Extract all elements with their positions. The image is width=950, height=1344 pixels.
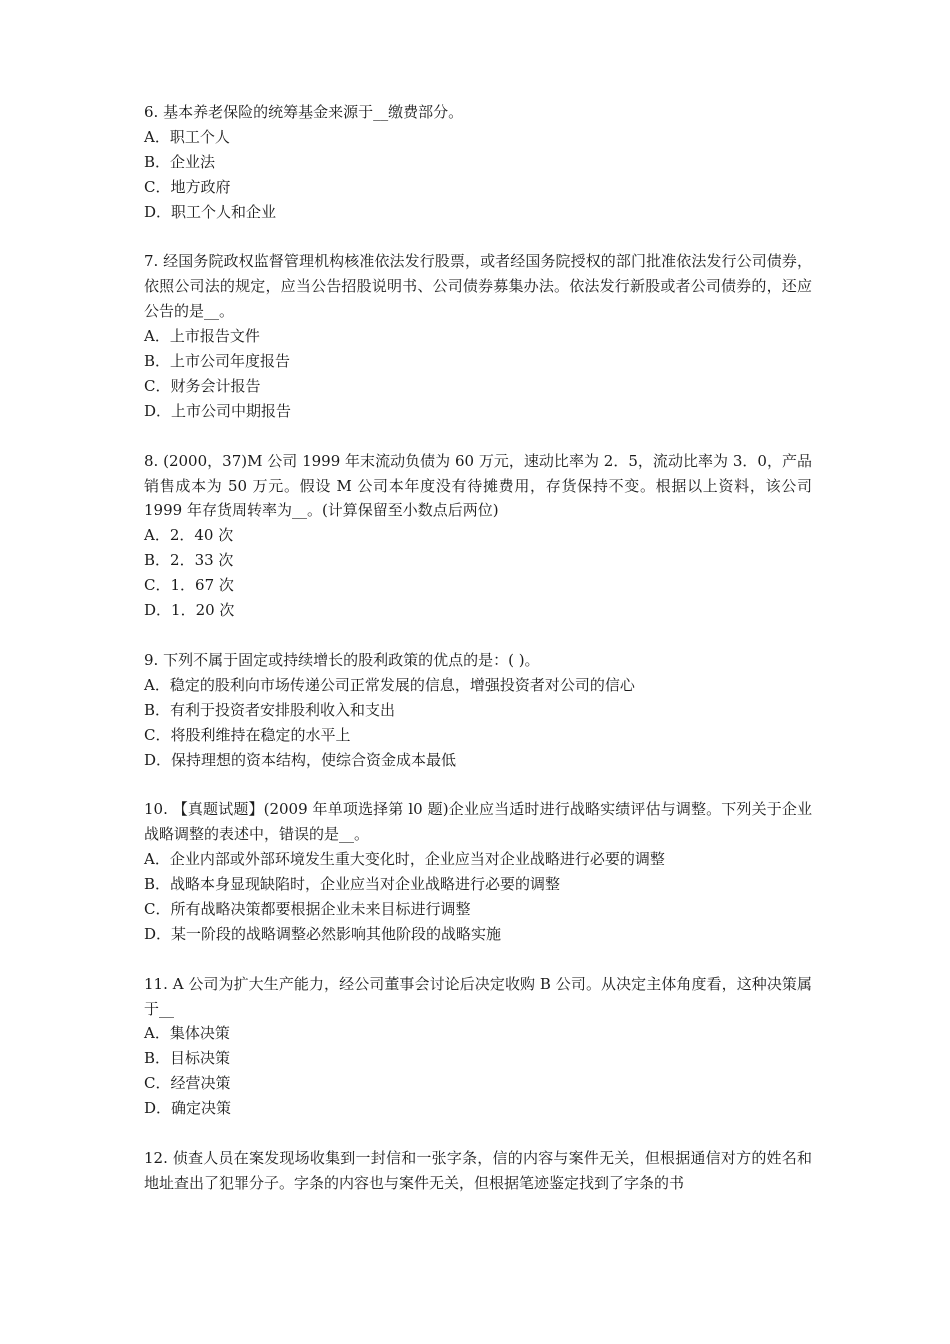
- option-c: C．将股利维持在稳定的水平上: [144, 725, 351, 744]
- option-c: C．1．67 次: [144, 576, 234, 595]
- option-c: C．经营决策: [144, 1074, 231, 1093]
- option-d: D．某一阶段的战略调整必然影响其他阶段的战略实施: [144, 924, 502, 943]
- option-a: A．上市报告文件: [144, 327, 260, 346]
- question-12: [144, 1146, 812, 1196]
- option-a: A．企业内部或外部环境发生重大变化时，企业应当对企业战略进行必要的调整: [144, 850, 665, 869]
- option-a: A．职工个人: [144, 127, 230, 146]
- option-b: B．2．33 次: [144, 551, 234, 570]
- question-7: [144, 249, 812, 423]
- option-a: A．稳定的股利向市场传递公司正常发展的信息，增强投资者对公司的信心: [144, 675, 635, 694]
- question-8: [144, 449, 812, 623]
- question-stem: 10. 【真题试题】(2009 年单项选择第 l0 题)企业应当适时进行战略实绩评估与调整。下列关于企业战略调整的表述中，错误的是__。: [144, 800, 812, 844]
- question-10: [144, 797, 812, 946]
- question-stem: 8. (2000，37)M 公司 1999 年末流动负债为 60 万元，速动比率为 2．5，流动比率为 3．0，产品销售成本为 50 万元。假设 M 公司本年度没有待摊费用，存货保持不变。根据以上资料，该公司 1999 年存货周转率为__。(计算保留至小数点后两位): [144, 451, 812, 520]
- option-d: D．确定决策: [144, 1099, 232, 1118]
- question-stem: 6. 基本养老保险的统筹基金来源于__缴费部分。: [144, 103, 464, 121]
- option-b: B．有利于投资者安排股利收入和支出: [144, 700, 396, 719]
- document-page: [144, 100, 812, 1221]
- option-c: C．所有战略决策都要根据企业未来目标进行调整: [144, 899, 471, 918]
- question-stem: 12. 侦查人员在案发现场收集到一封信和一张字条，信的内容与案件无关，但根据通信对方的姓名和地址查出了犯罪分子。字条的内容也与案件无关，但根据笔迹鉴定找到了字条的书: [144, 1148, 812, 1192]
- option-d: D．上市公司中期报告: [144, 401, 292, 420]
- option-a: A．集体决策: [144, 1024, 230, 1043]
- question-6: [144, 100, 812, 225]
- question-stem: 11. A 公司为扩大生产能力，经公司董事会讨论后决定收购 B 公司。从决定主体角度看，这种决策属于__: [144, 974, 812, 1018]
- question-11: [144, 972, 812, 1121]
- question-stem: 7. 经国务院政权监督管理机构核准依法发行股票，或者经国务院授权的部门批准依法发行公司债券，依照公司法的规定，应当公告招股说明书、公司债券募集办法。依法发行新股或者公司债券的，还应公告的是__。: [144, 252, 812, 321]
- option-b: B．企业法: [144, 152, 216, 171]
- question-stem: 9. 下列不属于固定或持续增长的股利政策的优点的是：( )。: [144, 650, 540, 669]
- option-b: B．目标决策: [144, 1049, 231, 1068]
- option-c: C．财务会计报告: [144, 376, 261, 395]
- option-d: D．1．20 次: [144, 601, 235, 620]
- option-b: B．上市公司年度报告: [144, 352, 291, 371]
- option-a: A．2．40 次: [144, 526, 234, 545]
- option-c: C．地方政府: [144, 177, 231, 196]
- option-b: B．战略本身显现缺陷时，企业应当对企业战略进行必要的调整: [144, 875, 561, 894]
- option-d: D．保持理想的资本结构，使综合资金成本最低: [144, 750, 457, 769]
- question-9: [144, 648, 812, 773]
- option-d: D．职工个人和企业: [144, 202, 277, 221]
